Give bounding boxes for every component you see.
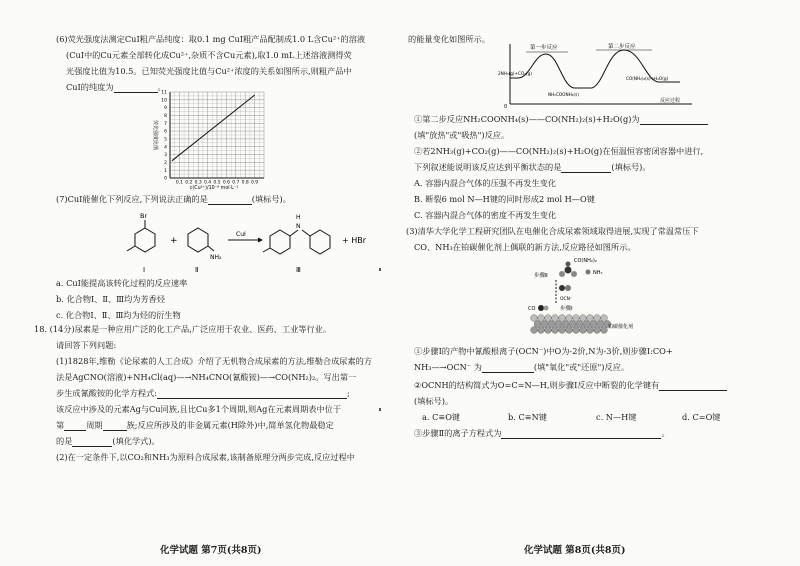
catalyst-sphere — [555, 321, 562, 328]
catalyst-sphere — [580, 327, 587, 334]
state2-label: NH₂COONH₄(s) — [548, 92, 579, 97]
x-tick-label: 0.5 — [213, 180, 221, 186]
catalyst-sphere — [597, 321, 604, 328]
atom — [559, 271, 565, 277]
q3-line-1: (3)清华大学化学工程研究团队在电催化合成尿素领域取得进展,实现了常温常压下 — [406, 226, 699, 236]
x-tick-label: 0.6 — [222, 180, 230, 186]
q6-line-3: 光强度比值为10.5。已知荧光强度比值与Cu²⁺浓度的关系如图所示,则粗产品中 — [66, 66, 352, 76]
co-label: CO — [528, 306, 536, 312]
catalyst-sphere — [538, 327, 545, 334]
atom — [559, 285, 565, 291]
atom — [538, 305, 544, 311]
catalyst-sphere — [587, 315, 594, 322]
catalyst-sphere — [573, 315, 580, 322]
catalyst-sphere — [548, 321, 555, 328]
y-tick-label: 5 — [164, 137, 167, 143]
atom — [586, 270, 591, 275]
chart-y-tick-labels — [161, 90, 167, 182]
catalyst-sphere — [562, 321, 569, 328]
q18-1-line-3: 步生成氰酸铵的化学方程式: ; — [56, 388, 350, 398]
energy-q1-line — [414, 114, 708, 125]
right-page — [396, 0, 800, 566]
y-tick-label: 1 — [164, 168, 167, 174]
catalyst-sphere — [601, 327, 608, 334]
label-compound-1: Ⅰ — [143, 266, 146, 274]
step2-curve — [592, 50, 680, 88]
equilibrium-q-tail: (填标号)。 — [611, 162, 651, 172]
catalyst-sphere — [531, 327, 538, 334]
catalyst-sphere — [594, 327, 601, 334]
fold-mark — [379, 408, 381, 411]
q3-1-tail: (填"氧化"或"还原")反应。 — [533, 362, 630, 372]
answer-blank-redox[interactable] — [482, 372, 534, 373]
q6-line-1: (6)荧光强度法测定CuI粗产品纯度：取0.1 mg CuI粗产品配制成1.0 L含Cu²⁺的溶液 — [56, 34, 366, 44]
y-tick-label: 9 — [164, 106, 167, 112]
reaction-arrowhead — [258, 238, 263, 243]
hydride-suffix: (填化学式)。 — [112, 436, 160, 446]
y-tick-label: 8 — [164, 114, 167, 120]
catalyst-sphere — [559, 315, 566, 322]
fluorescence-chart — [148, 90, 268, 190]
label-compound-3: Ⅲ — [296, 266, 301, 274]
catalyst-sphere — [576, 321, 583, 328]
q18-prompt: 请回答下列问题: — [56, 340, 117, 350]
compound-1-structure — [127, 212, 155, 252]
q3-1-line-1: ①步骤Ⅰ的产物中氰酸根离子(OCN⁻)中O为-2价,N为-3价,则步骤Ⅰ:CO+ — [414, 346, 673, 356]
equilibrium-option-c: C. 容器内混合气体的密度不再发生变化 — [414, 210, 557, 220]
catalyst-sphere — [594, 315, 601, 322]
x-tick-label: 0.3 — [194, 180, 202, 186]
chart-grid — [170, 92, 264, 178]
reaction-scheme — [110, 206, 380, 276]
nh3-label: NH₃ — [593, 270, 603, 276]
y-tick-label: 6 — [164, 129, 167, 135]
atom — [566, 262, 571, 267]
q3-1-line-2 — [414, 362, 629, 373]
state1-label: 2NH₃(g)+CO₂(g) — [498, 71, 532, 76]
q18-2-line-1: (2)在一定条件下,以CO₂和NH₃为原料合成尿素,该制备原理分两步完成,反应过程中 — [56, 452, 355, 462]
q7-option-a: a. CuI能提高该转化过程的反应速率 — [56, 278, 188, 288]
hbr-label: + HBr — [342, 236, 367, 245]
y-tick-label: 4 — [164, 145, 167, 151]
x-tick-label: 0.8 — [241, 180, 249, 186]
catalyst-sphere — [552, 315, 559, 322]
equilibrium-q-line-2 — [414, 162, 651, 173]
answer-blank-period[interactable] — [64, 430, 86, 431]
catalyst-label: CuI — [236, 231, 246, 238]
q6-line-4: CuI的纯度为 。 — [66, 82, 166, 92]
q3-3-line: ③步骤Ⅱ的离子方程式为 。 — [414, 428, 670, 438]
chart-y-label: 荧光强度比值 — [152, 119, 158, 151]
period-suffix: 周期 — [86, 420, 103, 430]
catalyst-sphere — [534, 321, 541, 328]
bromo-label: Br — [140, 212, 148, 220]
q18-1-line-4: 该反应中涉及的元素Ag与Cu同族,且比Cu多1个周期,则Ag在元素周期表中位于 — [56, 404, 342, 414]
answer-blank-bonds[interactable] — [659, 390, 727, 391]
catalyst-sphere — [538, 315, 545, 322]
q3-2-text: ②OCNH的结构简式为O=C=N—H,则步骤Ⅰ反应中断裂的化学键有 — [414, 380, 660, 390]
y-tick-label: 7 — [164, 121, 167, 127]
catalyst-sphere — [545, 327, 552, 334]
answer-blank-q7[interactable] — [208, 204, 252, 205]
x-tick-label: 0.2 — [185, 180, 193, 186]
chart-x-tick-labels — [176, 180, 258, 186]
catalyst-sphere — [573, 327, 580, 334]
equilibrium-option-a: A. 容器内混合气体的压强不再发生变化 — [414, 178, 557, 188]
equilibrium-option-b: B. 断裂6 mol N—H键的同时形成2 mol H—O键 — [414, 194, 595, 204]
step1-mech-label: 步骤Ⅰ — [560, 306, 573, 312]
catalyst-bed-label: 铂碳催化剂 — [608, 324, 634, 330]
ocn-label: OCN⁻ — [560, 297, 573, 302]
energy-q1-tail: (填"放热"或"吸热")反应。 — [414, 130, 510, 140]
q18-1-line-5 — [56, 420, 334, 431]
bond-option-b: b. C≡N键 — [508, 412, 547, 422]
bond-option-c: c. N—H键 — [596, 412, 637, 422]
answer-blank-group[interactable] — [103, 430, 127, 431]
y-tick-label: 10 — [161, 98, 167, 104]
plus-sign-1: + — [170, 236, 178, 246]
step2-label: 第二步反应 — [608, 44, 636, 50]
mechanism-diagram — [496, 252, 676, 340]
urea-label: CO(NH₂)₂ — [574, 258, 597, 264]
catalyst-sphere — [583, 321, 590, 328]
q6-line-2: (CuI中的Cu元素全部转化成Cu²⁺,杂质不含Cu元素),取1.0 mL上述溶液测得荧 — [66, 50, 352, 60]
answer-blank-equilibrium[interactable] — [561, 172, 611, 173]
catalyst-sphere — [566, 315, 573, 322]
chart-x-label: c(Cu²⁺)/10⁻⁸ mol·L⁻¹ — [189, 186, 239, 190]
bond-option-a: a. C≡O键 — [422, 412, 461, 422]
catalyst-sphere — [569, 321, 576, 328]
step1-label: 第一步反应 — [530, 45, 558, 51]
period-prefix: 第 — [56, 420, 65, 430]
y-tick-label: 11 — [161, 90, 167, 96]
catalyst-sphere — [601, 315, 608, 322]
q18-1-line-3-text: 步生成氰酸铵的化学方程式: — [56, 388, 158, 398]
answer-blank-exothermic[interactable] — [640, 124, 708, 125]
q6-line-4-text: CuI的纯度为 — [66, 82, 114, 92]
amine-n-label: N — [296, 223, 301, 230]
atom — [544, 306, 549, 311]
catalyst-sphere — [541, 321, 548, 328]
q7-text: (7)CuI能催化下列反应,下列说法正确的是 — [56, 194, 208, 204]
atom — [565, 267, 572, 274]
atom — [571, 271, 577, 277]
fold-mark — [379, 268, 381, 271]
q3-1-text: NH₃—→OCN⁻ 为 — [414, 362, 482, 372]
q18-header: 18. (14分)尿素是一种应用广泛的化工产品,广泛应用于农业、医药、工业等行业。 — [34, 324, 332, 334]
q7-option-c: c. 化合物Ⅰ、Ⅱ、Ⅲ均为烃的衍生物 — [56, 310, 181, 320]
amino-label: NH₂ — [210, 254, 222, 261]
bond-option-d: d. C=O键 — [682, 412, 721, 422]
right-footer: 化学试题 第8页(共8页) — [524, 545, 626, 556]
answer-blank-ionic-equation[interactable] — [501, 438, 661, 439]
catalyst-sphere — [552, 327, 559, 334]
y-tick-label: 0 — [164, 176, 167, 182]
x-tick-label: 0.4 — [204, 180, 212, 186]
energy-intro: 的能量变化如图所示。 — [408, 34, 490, 44]
x-tick-label: 0.1 — [175, 180, 183, 186]
x-tick-label: 0.9 — [251, 180, 259, 186]
energy-origin-label: 0 — [504, 104, 508, 110]
answer-blank-equation[interactable] — [157, 398, 347, 399]
step2-mech-label: 步骤Ⅱ — [534, 273, 548, 279]
answer-blank-hydride[interactable] — [72, 446, 112, 447]
amine-h-label: H — [296, 214, 301, 221]
catalyst-sphere — [531, 315, 538, 322]
q18-1-line-1: (1)1828年,维勒《论尿素的人工合成》介绍了无机物合成尿素的方法,维勒合成尿素的方 — [56, 356, 373, 366]
q7-stem — [56, 194, 291, 205]
x-tick-label: 0.7 — [232, 180, 240, 186]
q18-1-line-5-text: 族;反应所涉及的非金属元素(H除外)中,简单氢化物最稳定 — [126, 420, 334, 430]
catalyst-sphere — [559, 327, 566, 334]
catalyst-sphere — [590, 321, 597, 328]
q18-1-line-6 — [56, 436, 160, 447]
atom — [565, 285, 571, 291]
y-tick-label: 3 — [164, 153, 167, 159]
energy-q1-text: ①第二步反应NH₂COONH₄(s)——CO(NH₂)₂(s)+H₂O(g)为 — [414, 114, 640, 124]
energy-x-label: 反应过程 — [660, 98, 681, 104]
q3-2-line-1 — [414, 380, 727, 391]
catalyst-sphere — [587, 327, 594, 334]
label-compound-2: Ⅱ — [195, 266, 199, 274]
hydride-prefix: 的是 — [56, 436, 73, 446]
equilibrium-q-line-1: ②若2NH₃(g)+CO₂(g)——CO(NH₂)₂(s)+H₂O(g)在恒温恒容密闭容器中进行, — [414, 146, 704, 156]
catalyst-bed — [531, 315, 611, 334]
q3-2-tail: (填标号)。 — [414, 396, 454, 406]
catalyst-sphere — [580, 315, 587, 322]
left-footer: 化学试题 第7页(共8页) — [160, 545, 262, 556]
energy-diagram — [496, 40, 696, 110]
q7-tail: (填标号)。 — [251, 194, 291, 204]
catalyst-sphere — [566, 327, 573, 334]
equilibrium-q-text: 下列叙述能说明该反应达到平衡状态的是 — [414, 162, 562, 172]
page-fold — [378, 0, 381, 566]
q3-3-text: ③步骤Ⅱ的离子方程式为 — [414, 428, 502, 438]
q3-line-2: CO、NH₃在铂碳催化剂上偶联的新方法,反应路径如图所示。 — [414, 242, 636, 252]
q7-option-b: b. 化合物Ⅰ、Ⅱ、Ⅲ均为芳香烃 — [56, 294, 166, 304]
compound-2-structure — [188, 228, 222, 261]
state3-label: CO(NH₂)₂(s)+H₂O(g) — [626, 76, 669, 81]
catalyst-sphere — [545, 315, 552, 322]
y-tick-label: 2 — [164, 160, 167, 166]
compound-3-structure — [263, 214, 330, 254]
q18-1-line-2: 法是AgCNO(溶液)+NH₄Cl(aq)—→NH₄CNO(氰酸铵)—→CO(NH₂)₂。写出第一 — [56, 372, 357, 382]
left-page — [0, 0, 392, 566]
